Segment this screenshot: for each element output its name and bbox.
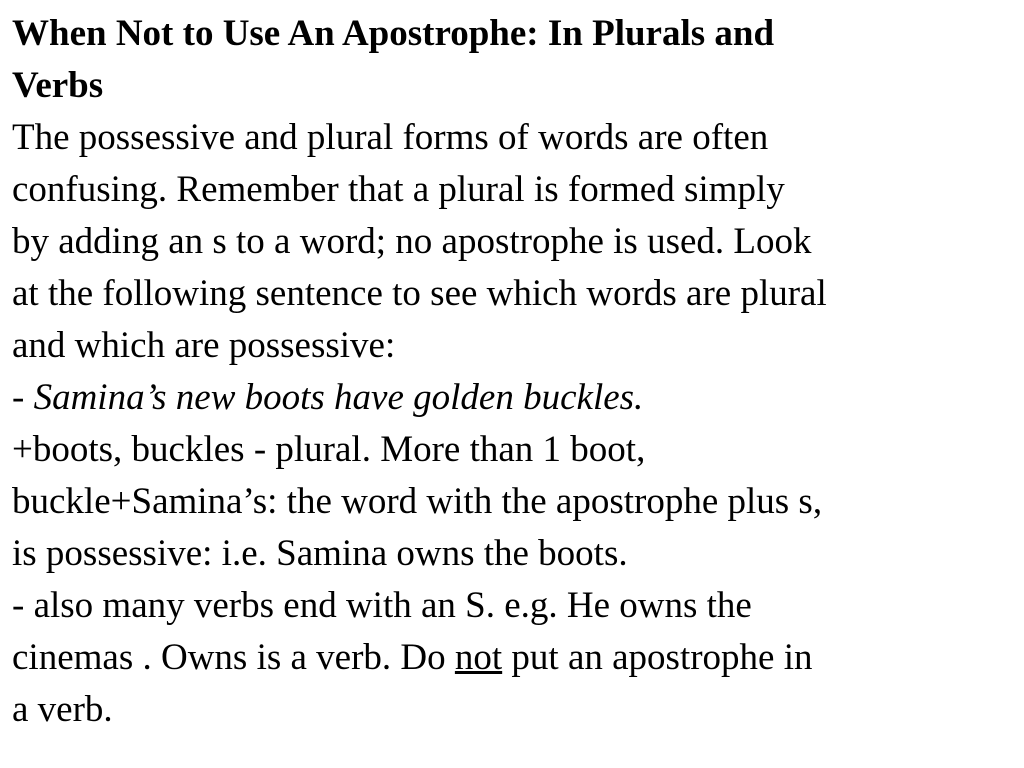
verbs-line-3: a verb. [12,689,113,730]
title-line-1: When Not to Use An Apostrophe: In Plurals and [12,13,775,54]
intro-line-1: The possessive and plural forms of words are often [12,117,769,158]
slide-body [12,112,1016,736]
intro-line-3: by adding an s to a word; no apostrophe is used. Look [12,221,812,262]
intro-line-5: and which are possessive: [12,325,396,366]
verbs-line-1: - also many verbs end with an S. e.g. He owns the [12,585,752,626]
intro-line-2: confusing. Remember that a plural is formed simply [12,169,785,210]
underlined-not: not [454,637,503,678]
intro-line-4: at the following sentence to see which words are plural [12,273,827,314]
explanation-line-1: +boots, buckles - plural. More than 1 boot, [12,429,646,470]
verbs-line-2-end: put an apostrophe in [502,637,813,678]
verbs-line-2 [12,632,1016,684]
explanation-line-3: is possessive: i.e. Samina owns the boots. [12,533,628,574]
explanation-line-2: buckle+Samina’s: the word with the apostrophe plus s, [12,481,823,522]
example-dash: - [12,377,34,418]
slide-title [12,8,1016,112]
example-sentence: Samina’s new boots have golden buckles. [33,377,644,418]
title-line-2: Verbs [12,65,104,106]
verbs-line-2-start: cinemas . Owns is a verb. Do [12,637,455,678]
example-sentence-line [12,372,1016,424]
